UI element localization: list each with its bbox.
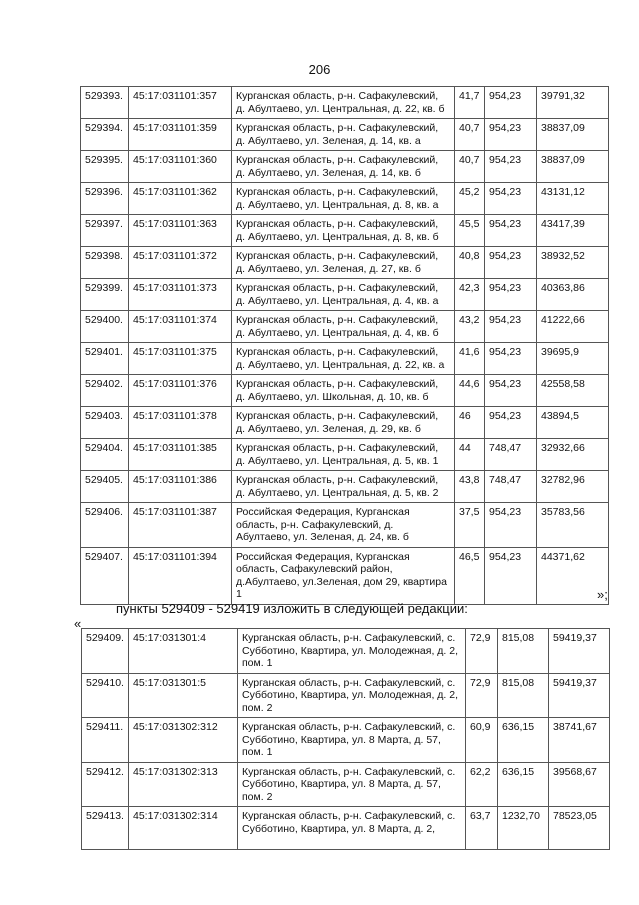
cell-cadastral-number: 45:17:031101:372 — [129, 247, 232, 279]
cell-value: 39695,9 — [537, 343, 609, 375]
cell-address: Курганская область, р-н. Сафакулевский, д. Абултаево, ул. Зеленая, д. 29, кв. б — [232, 407, 455, 439]
table-row — [82, 673, 610, 718]
cell-rate: 954,23 — [485, 311, 537, 343]
table-row — [81, 183, 609, 215]
cell-value: 39568,67 — [549, 762, 610, 807]
cell-row-number: 529395. — [81, 151, 129, 183]
table-row — [81, 215, 609, 247]
cell-address: Курганская область, р-н. Сафакулевский, д. Абултаево, ул. Центральная, д. 5, кв. 2 — [232, 471, 455, 503]
cell-address: Курганская область, р-н. Сафакулевский, д. Абултаево, ул. Центральная, д. 22, кв. б — [232, 87, 455, 119]
cell-address: Курганская область, р-н. Сафакулевский, д. Абултаево, ул. Центральная, д. 22, кв. а — [232, 343, 455, 375]
cell-cadastral-number: 45:17:031101:374 — [129, 311, 232, 343]
cell-area: 43,2 — [455, 311, 485, 343]
cell-rate: 815,08 — [498, 629, 549, 674]
cell-cadastral-number: 45:17:031101:378 — [129, 407, 232, 439]
cell-row-number: 529397. — [81, 215, 129, 247]
cell-address: Курганская область, р-н. Сафакулевский, д. Абултаево, ул. Центральная, д. 5, кв. 1 — [232, 439, 455, 471]
cell-value: 44371,62 — [537, 547, 609, 604]
cell-rate: 748,47 — [485, 439, 537, 471]
cell-value: 40363,86 — [537, 279, 609, 311]
cell-address: Курганская область, р-н. Сафакулевский, с. Субботино, Квартира, ул. Молодежная, д. 2, пом. 2 — [238, 673, 466, 718]
page-number: 206 — [308, 62, 331, 77]
cell-address: Российская Федерация, Курганская область, Сафакулевский район, д.Абултаево, ул.Зеленая, дом 29, квартира 1 — [232, 547, 455, 604]
cell-area: 45,5 — [455, 215, 485, 247]
cell-cadastral-number: 45:17:031101:373 — [129, 279, 232, 311]
cell-area: 63,7 — [466, 807, 498, 850]
cell-value: 59419,37 — [549, 629, 610, 674]
cell-area: 40,8 — [455, 247, 485, 279]
cell-row-number: 529400. — [81, 311, 129, 343]
cell-address: Курганская область, р-н. Сафакулевский, д. Абултаево, ул. Центральная, д. 8, кв. б — [232, 215, 455, 247]
closing-quote: »; — [597, 587, 608, 602]
cell-row-number: 529412. — [82, 762, 129, 807]
opening-quote: « — [74, 616, 82, 631]
cell-value: 42558,58 — [537, 375, 609, 407]
cell-cadastral-number: 45:17:031101:387 — [129, 503, 232, 548]
cell-value: 38932,52 — [537, 247, 609, 279]
cell-row-number: 529396. — [81, 183, 129, 215]
cell-row-number: 529405. — [81, 471, 129, 503]
cell-value: 43131,12 — [537, 183, 609, 215]
cell-cadastral-number: 45:17:031101:359 — [129, 119, 232, 151]
table-row — [81, 547, 609, 604]
cell-value: 38837,09 — [537, 119, 609, 151]
cell-rate: 954,23 — [485, 279, 537, 311]
cell-cadastral-number: 45:17:031101:394 — [129, 547, 232, 604]
cell-address: Курганская область, р-н. Сафакулевский, с. Субботино, Квартира, ул. Молодежная, д. 2, пом. 1 — [238, 629, 466, 674]
cell-address: Курганская область, р-н. Сафакулевский, д. Абултаево, ул. Зеленая, д. 27, кв. б — [232, 247, 455, 279]
cell-cadastral-number: 45:17:031101:386 — [129, 471, 232, 503]
cell-address: Курганская область, р-н. Сафакулевский, д. Абултаево, ул. Центральная, д. 4, кв. а — [232, 279, 455, 311]
table-row — [81, 471, 609, 503]
cell-rate: 954,23 — [485, 215, 537, 247]
table-row — [81, 151, 609, 183]
cell-row-number: 529413. — [82, 807, 129, 850]
cell-cadastral-number: 45:17:031101:375 — [129, 343, 232, 375]
cell-row-number: 529399. — [81, 279, 129, 311]
cell-value: 35783,56 — [537, 503, 609, 548]
cell-row-number: 529407. — [81, 547, 129, 604]
table-row — [82, 807, 610, 850]
table-row — [81, 87, 609, 119]
cell-rate: 954,23 — [485, 247, 537, 279]
cell-cadastral-number: 45:17:031302:313 — [129, 762, 238, 807]
cell-row-number: 529404. — [81, 439, 129, 471]
cell-cadastral-number: 45:17:031101:363 — [129, 215, 232, 247]
cell-area: 60,9 — [466, 718, 498, 763]
cell-value: 59419,37 — [549, 673, 610, 718]
cell-cadastral-number: 45:17:031101:357 — [129, 87, 232, 119]
cell-value: 32932,66 — [537, 439, 609, 471]
cell-value: 38837,09 — [537, 151, 609, 183]
table-row — [81, 375, 609, 407]
registry-table-1 — [80, 86, 609, 605]
cell-value: 38741,67 — [549, 718, 610, 763]
cell-rate: 954,23 — [485, 343, 537, 375]
cell-area: 41,7 — [455, 87, 485, 119]
table-row — [81, 311, 609, 343]
table-row — [81, 503, 609, 548]
table-row — [81, 439, 609, 471]
cell-address: Курганская область, р-н. Сафакулевский, д. Абултаево, ул. Центральная, д. 8, кв. а — [232, 183, 455, 215]
table-row — [82, 718, 610, 763]
cell-rate: 954,23 — [485, 547, 537, 604]
cell-row-number: 529401. — [81, 343, 129, 375]
cell-area: 45,2 — [455, 183, 485, 215]
cell-area: 43,8 — [455, 471, 485, 503]
cell-row-number: 529398. — [81, 247, 129, 279]
table-row — [81, 343, 609, 375]
cell-address: Курганская область, р-н. Сафакулевский, д. Абултаево, ул. Зеленая, д. 14, кв. а — [232, 119, 455, 151]
cell-rate: 815,08 — [498, 673, 549, 718]
cell-rate: 636,15 — [498, 718, 549, 763]
cell-rate: 954,23 — [485, 503, 537, 548]
table-row — [81, 119, 609, 151]
cell-value: 78523,05 — [549, 807, 610, 850]
table-row — [81, 279, 609, 311]
cell-row-number: 529394. — [81, 119, 129, 151]
cell-value: 32782,96 — [537, 471, 609, 503]
cell-rate: 954,23 — [485, 87, 537, 119]
cell-area: 46 — [455, 407, 485, 439]
registry-table-2 — [81, 628, 610, 850]
cell-area: 37,5 — [455, 503, 485, 548]
cell-rate: 748,47 — [485, 471, 537, 503]
cell-area: 44 — [455, 439, 485, 471]
cell-row-number: 529403. — [81, 407, 129, 439]
cell-row-number: 529402. — [81, 375, 129, 407]
cell-cadastral-number: 45:17:031301:5 — [129, 673, 238, 718]
cell-rate: 954,23 — [485, 119, 537, 151]
cell-address: Курганская область, р-н. Сафакулевский, с. Субботино, Квартира, ул. 8 Марта, д. 57, пом. 1 — [238, 718, 466, 763]
cell-cadastral-number: 45:17:031301:4 — [129, 629, 238, 674]
cell-address: Курганская область, р-н. Сафакулевский, с. Субботино, Квартира, ул. 8 Марта, д. 2, — [238, 807, 466, 850]
cell-row-number: 529410. — [82, 673, 129, 718]
cell-area: 46,5 — [455, 547, 485, 604]
cell-area: 42,3 — [455, 279, 485, 311]
cell-rate: 954,23 — [485, 375, 537, 407]
cell-rate: 954,23 — [485, 151, 537, 183]
cell-area: 44,6 — [455, 375, 485, 407]
cell-cadastral-number: 45:17:031101:376 — [129, 375, 232, 407]
cell-value: 43894,5 — [537, 407, 609, 439]
cell-rate: 954,23 — [485, 407, 537, 439]
cell-area: 72,9 — [466, 629, 498, 674]
cell-cadastral-number: 45:17:031302:312 — [129, 718, 238, 763]
cell-area: 40,7 — [455, 119, 485, 151]
cell-row-number: 529393. — [81, 87, 129, 119]
cell-address: Курганская область, р-н. Сафакулевский, д. Абултаево, ул. Центральная, д. 4, кв. б — [232, 311, 455, 343]
table-row — [81, 247, 609, 279]
cell-cadastral-number: 45:17:031101:360 — [129, 151, 232, 183]
cell-cadastral-number: 45:17:031101:385 — [129, 439, 232, 471]
cell-value: 43417,39 — [537, 215, 609, 247]
table-row — [82, 762, 610, 807]
cell-area: 40,7 — [455, 151, 485, 183]
cell-area: 72,9 — [466, 673, 498, 718]
table-row — [81, 407, 609, 439]
cell-address: Курганская область, р-н. Сафакулевский, д. Абултаево, ул. Зеленая, д. 14, кв. б — [232, 151, 455, 183]
cell-row-number: 529409. — [82, 629, 129, 674]
cell-value: 39791,32 — [537, 87, 609, 119]
table-row — [82, 629, 610, 674]
cell-area: 62,2 — [466, 762, 498, 807]
amendment-instruction: пункты 529409 - 529419 изложить в следующей редакции: — [116, 601, 468, 616]
cell-rate: 954,23 — [485, 183, 537, 215]
cell-area: 41,6 — [455, 343, 485, 375]
cell-row-number: 529411. — [82, 718, 129, 763]
cell-rate: 636,15 — [498, 762, 549, 807]
cell-row-number: 529406. — [81, 503, 129, 548]
cell-address: Курганская область, р-н. Сафакулевский, д. Абултаево, ул. Школьная, д. 10, кв. б — [232, 375, 455, 407]
cell-cadastral-number: 45:17:031302:314 — [129, 807, 238, 850]
cell-address: Российская Федерация, Курганская область, р-н. Сафакулевский, д. Абултаево, ул. Зеленая, д. 24, кв. б — [232, 503, 455, 548]
cell-cadastral-number: 45:17:031101:362 — [129, 183, 232, 215]
cell-value: 41222,66 — [537, 311, 609, 343]
cell-address: Курганская область, р-н. Сафакулевский, с. Субботино, Квартира, ул. 8 Марта, д. 57, пом. 2 — [238, 762, 466, 807]
cell-rate: 1232,70 — [498, 807, 549, 850]
